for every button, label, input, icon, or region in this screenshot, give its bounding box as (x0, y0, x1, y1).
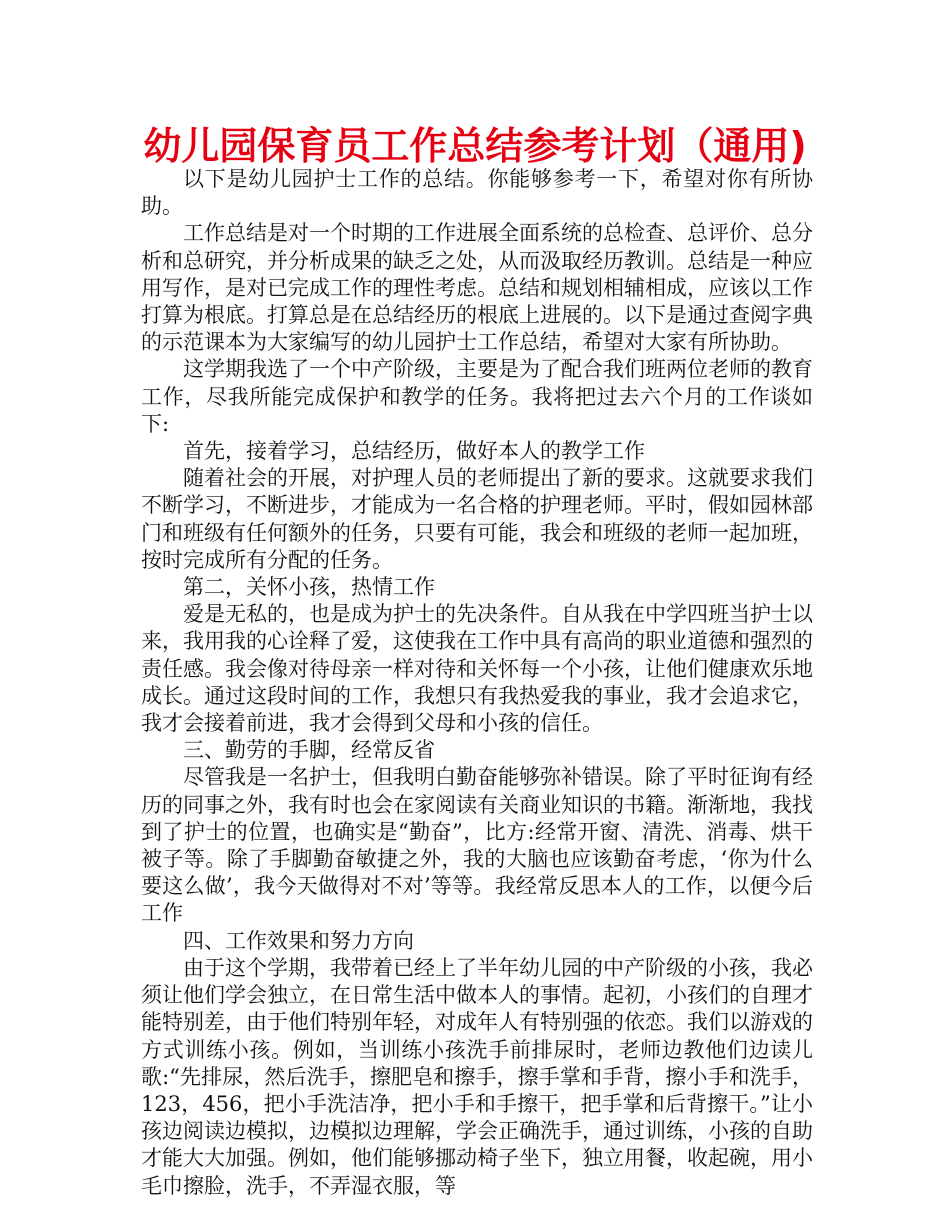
section-heading-3: 三、勤劳的手脚，经常反省 (183, 738, 435, 763)
paragraph-summary-definition: 工作总结是对一个时期的工作进展全面系统的总检查、总评价、总分析和总研究，并分析成果的缺乏之处，从而汲取经历教训。总结是一种应用写作，是对已完成工作的理性考虑。总结和规划相辅相成，应该以工作打算为根底。打算总是在总结经历的根底上进展的。以下是通过查阅字典的示范课本为大家编写的幼儿园护士工作总结，希望对大家有所协助。 (141, 221, 813, 355)
section-heading-4: 四、工作效果和努力方向 (183, 928, 414, 953)
paragraph-section-1: 随着社会的开展，对护理人员的老师提出了新的要求。这就要求我们不断学习，不断进步，才能成为一名合格的护理老师。平时，假如园林部门和班级有任何额外的任务，只要有可能，我会和班级的老师一起加班，按时完成所有分配的任务。 (141, 466, 813, 572)
document-body (141, 166, 813, 1200)
paragraph-section-2: 爱是无私的，也是成为护士的先决条件。自从我在中学四班当护士以来，我用我的心诠释了爱，这使我在工作中具有高尚的职业道德和强烈的责任感。我会像对待母亲一样对待和关怀每一个小孩，让他们健康欢乐地成长。通过这段时间的工作，我想只有我热爱我的事业，我才会追求它，我才会接着前进，我才会得到父母和小孩的信任。 (141, 602, 813, 736)
paragraph-semester-overview: 这学期我选了一个中产阶级，主要是为了配合我们班两位老师的教育工作，尽我所能完成保护和教学的任务。我将把过去六个月的工作谈如下: (141, 357, 813, 436)
section-heading-1: 首先，接着学习，总结经历，做好本人的教学工作 (183, 439, 645, 464)
document-title: 幼儿园保育员工作总结参考计划（通用) (143, 124, 807, 168)
paragraph-intro: 以下是幼儿园护士工作的总结。你能够参考一下，希望对你有所协助。 (141, 167, 813, 219)
paragraph-section-3: 尽管我是一名护士，但我明白勤奋能够弥补错误。除了平时征询有经历的同事之外，我有时也会在家阅读有关商业知识的书籍。渐渐地，我找到了护士的位置，也确实是“勤奋”，比方:经常开窗、清洗、消毒、烘干被子等。除了手脚勤奋敏捷之外，我的大脑也应该勤奋考虑，‘你为什么要这么做’，我今天做得对不对’等等。我经常反思本人的工作，以便今后工作 (141, 765, 813, 926)
paragraph-section-4: 由于这个学期，我带着已经上了半年幼儿园的中产阶级的小孩，我必须让他们学会独立，在日常生活中做本人的事情。起初，小孩们的自理才能特别差，由于他们特别年轻，对成年人有特别强的依恋。我们以游戏的方式训练小孩。例如，当训练小孩洗手前排尿时，老师边教他们边读儿歌:“先排尿，然后洗手，擦肥皂和擦手，擦手掌和手背，擦小手和洗手，123，456，把小手洗洁净，把小手和手擦干，把手掌和后背擦干。”让小孩边阅读边模拟，边模拟边理解，学会正确洗手，通过训练，小孩的自助才能大大加强。例如，他们能够挪动椅子坐下，独立用餐，收起碗，用小毛巾擦脸，洗手，不弄湿衣服，等 (141, 955, 813, 1198)
section-heading-2: 第二，关怀小孩，热情工作 (183, 575, 435, 600)
